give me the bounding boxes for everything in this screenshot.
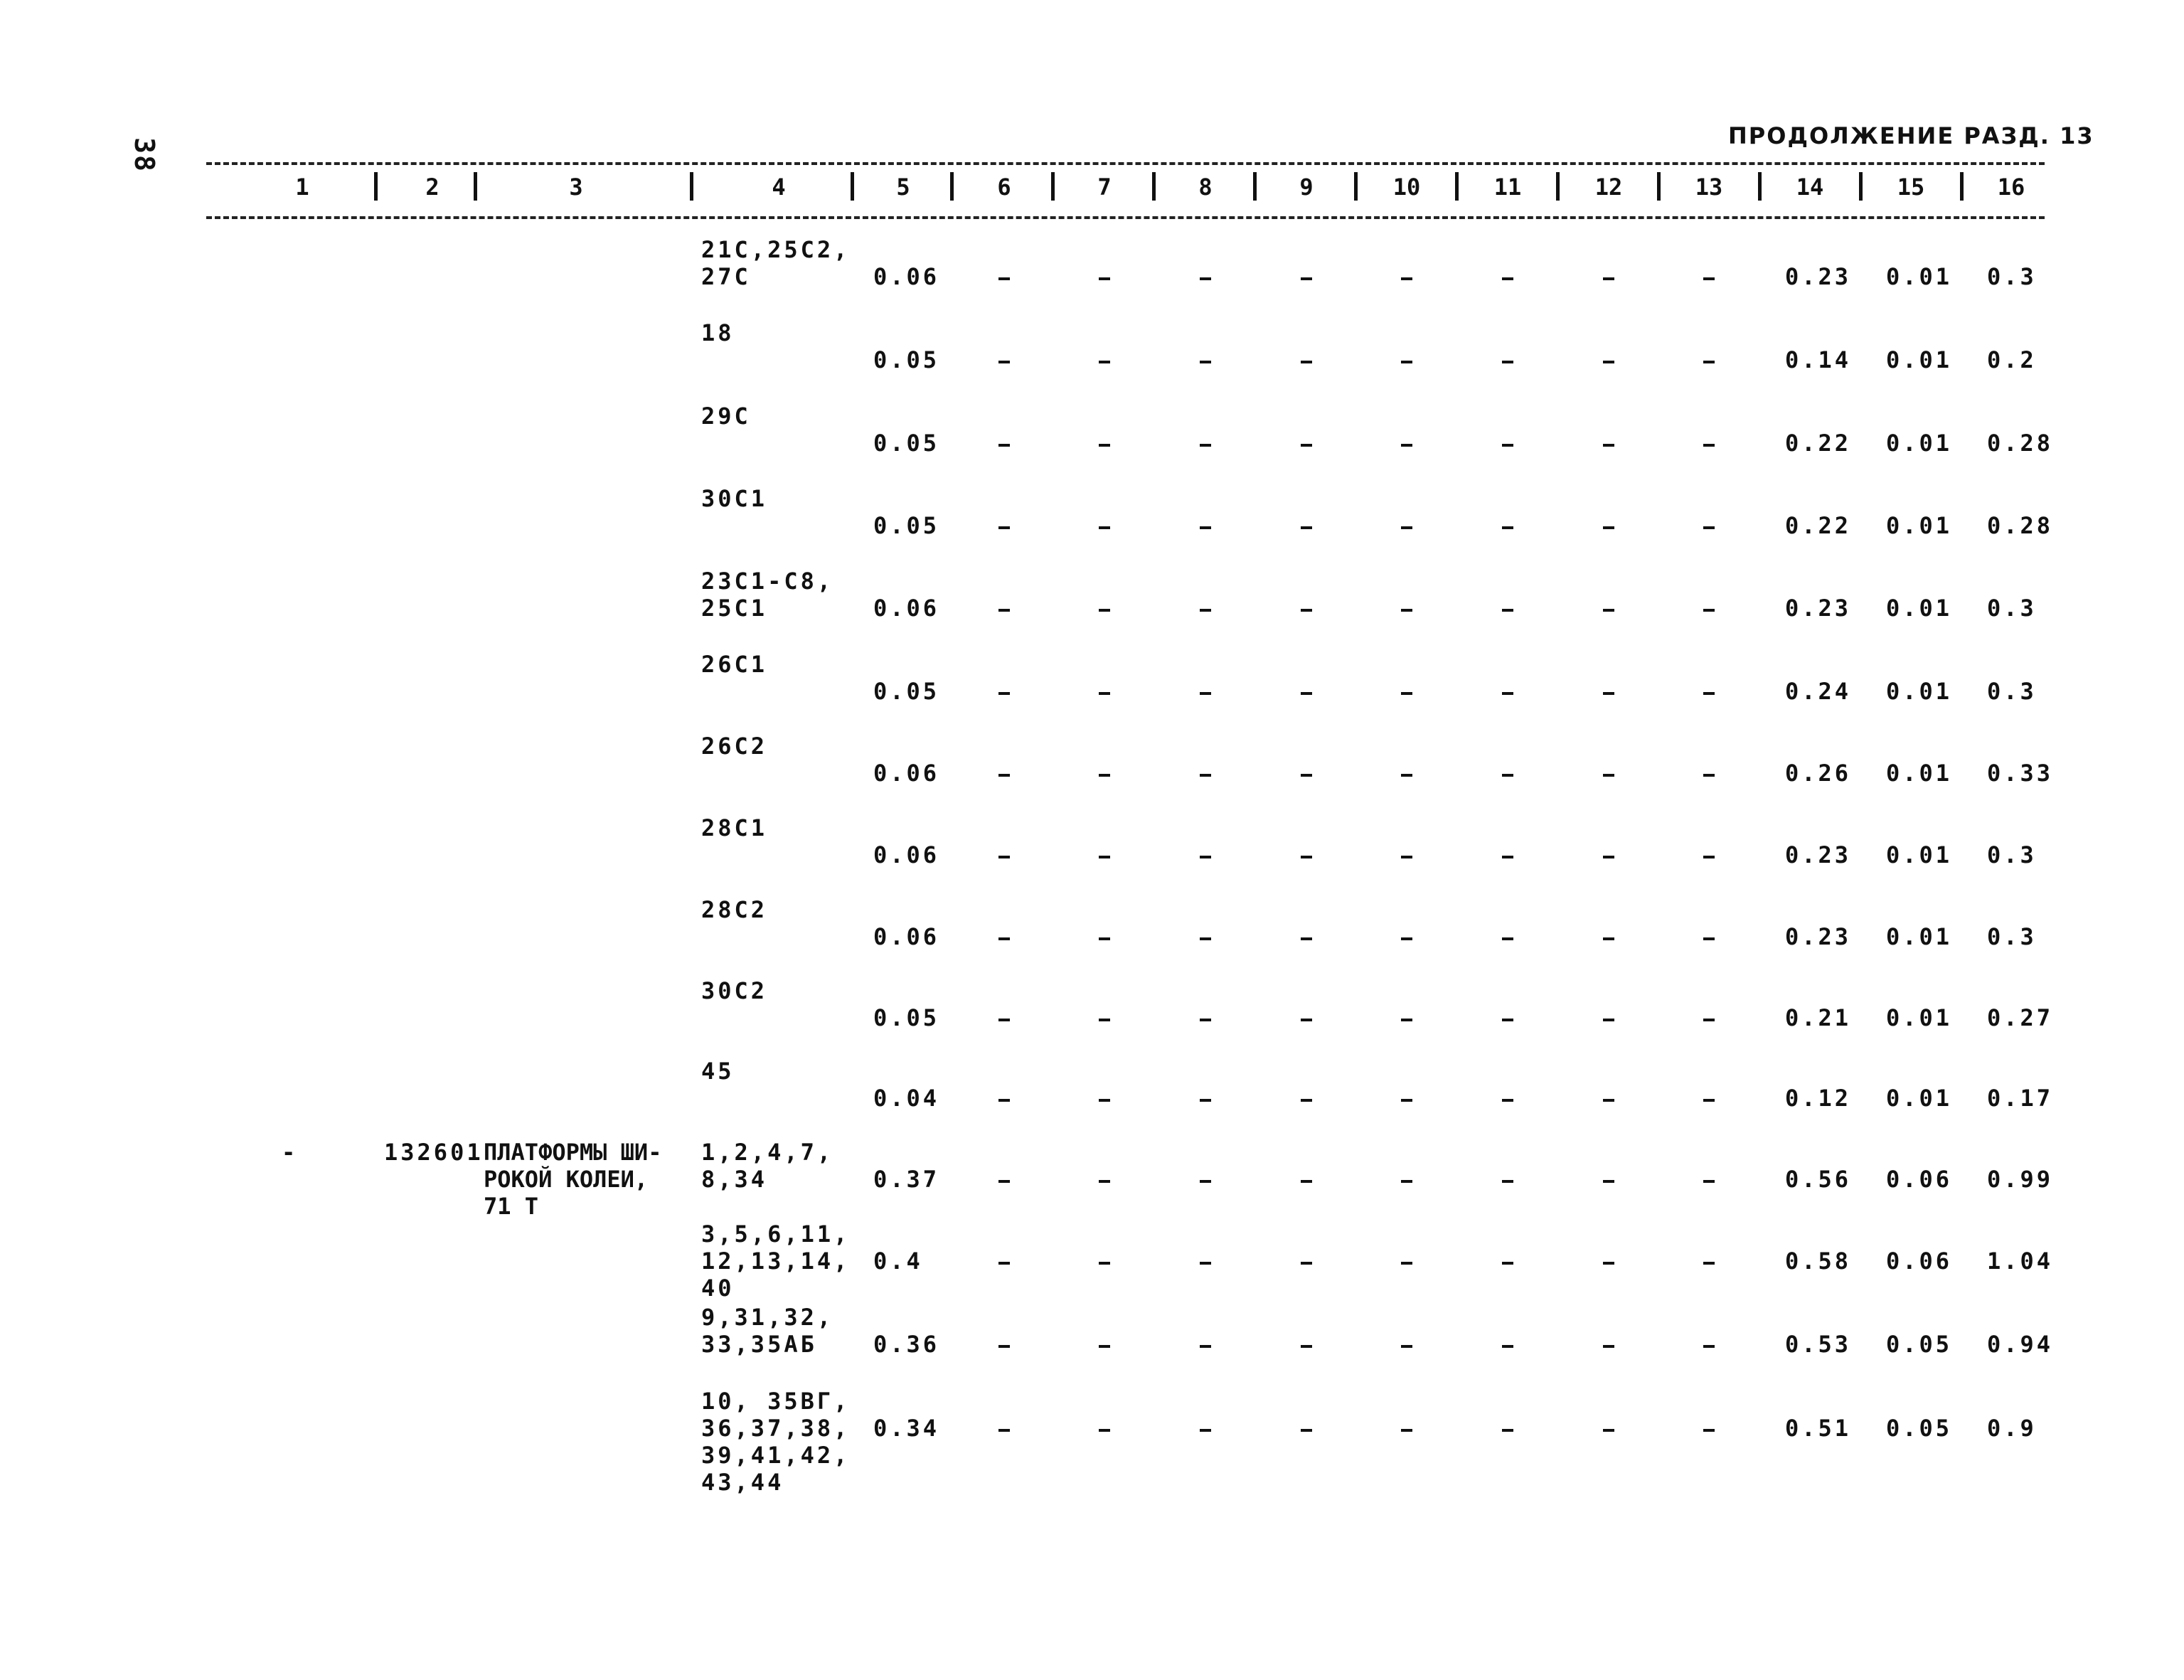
empty-cell-dash xyxy=(1502,1019,1513,1021)
empty-cell-dash xyxy=(1401,1262,1412,1265)
cell-col5: 0.37 xyxy=(873,1166,940,1193)
cell-col14: 0.23 xyxy=(1785,263,1852,290)
cell-col5: 0.05 xyxy=(873,430,940,457)
column-separator xyxy=(1960,172,1964,201)
column-separator xyxy=(1051,172,1055,201)
empty-cell-dash xyxy=(1502,1345,1513,1348)
cell-col14: 0.14 xyxy=(1785,346,1852,373)
empty-cell-dash xyxy=(1703,1019,1715,1021)
empty-cell-dash xyxy=(1502,774,1513,777)
cell-col4: 9,31,32, 33,35АБ xyxy=(701,1304,834,1358)
cell-col14: 0.51 xyxy=(1785,1415,1852,1442)
empty-cell-dash xyxy=(1502,856,1513,858)
column-header-6: 6 xyxy=(997,174,1011,201)
empty-cell-dash xyxy=(1502,526,1513,529)
empty-cell-dash xyxy=(1200,609,1211,612)
empty-cell-dash xyxy=(1301,1180,1312,1183)
cell-col15: 0.06 xyxy=(1886,1166,1953,1193)
cell-col16: 0.94 xyxy=(1987,1331,2054,1358)
column-separator xyxy=(1152,172,1156,201)
cell-col14: 0.22 xyxy=(1785,512,1852,539)
empty-cell-dash xyxy=(1099,1019,1110,1021)
empty-cell-dash xyxy=(1301,361,1312,363)
cell-col16: 0.28 xyxy=(1987,430,2054,457)
cell-col4: 30С2 xyxy=(701,977,768,1004)
empty-cell-dash xyxy=(1502,1429,1513,1432)
column-separator xyxy=(1859,172,1863,201)
empty-cell-dash xyxy=(1200,1262,1211,1265)
column-header-14: 14 xyxy=(1796,174,1824,201)
empty-cell-dash xyxy=(1200,277,1211,280)
cell-col5: 0.06 xyxy=(873,923,940,950)
cell-col4: 10, 35ВГ, 36,37,38, 39,41,42, 43,44 xyxy=(701,1388,851,1496)
cell-col5: 0.06 xyxy=(873,263,940,290)
cell-col14: 0.26 xyxy=(1785,760,1852,787)
empty-cell-dash xyxy=(1401,937,1412,940)
empty-cell-dash xyxy=(1301,1019,1312,1021)
empty-cell-dash xyxy=(998,1019,1010,1021)
cell-col4: 30С1 xyxy=(701,485,768,512)
empty-cell-dash xyxy=(1200,1429,1211,1432)
empty-cell-dash xyxy=(1603,774,1614,777)
empty-cell-dash xyxy=(1099,609,1110,612)
empty-cell-dash xyxy=(1401,1429,1412,1432)
empty-cell-dash xyxy=(1200,1099,1211,1102)
cell-col4: 29С xyxy=(701,403,751,430)
column-separator xyxy=(1354,172,1358,201)
column-header-15: 15 xyxy=(1897,174,1925,201)
empty-cell-dash xyxy=(1603,277,1614,280)
column-header-7: 7 xyxy=(1097,174,1112,201)
cell-col4: 1,2,4,7, 8,34 xyxy=(701,1139,834,1193)
empty-cell-dash xyxy=(1502,361,1513,363)
empty-cell-dash xyxy=(1603,444,1614,447)
empty-cell-dash xyxy=(1401,277,1412,280)
cell-col16: 0.3 xyxy=(1987,841,2037,868)
empty-cell-dash xyxy=(1703,774,1715,777)
empty-cell-dash xyxy=(1200,444,1211,447)
column-separator xyxy=(690,172,693,201)
cell-col15: 0.05 xyxy=(1886,1331,1953,1358)
cell-col16: 0.27 xyxy=(1987,1004,2054,1031)
empty-cell-dash xyxy=(1603,1262,1614,1265)
cell-col14: 0.23 xyxy=(1785,841,1852,868)
empty-cell-dash xyxy=(1603,1345,1614,1348)
column-header-9: 9 xyxy=(1299,174,1314,201)
column-header-2: 2 xyxy=(425,174,440,201)
empty-cell-dash xyxy=(1099,1099,1110,1102)
column-separator xyxy=(1253,172,1257,201)
cell-col16: 0.3 xyxy=(1987,678,2037,705)
cell-col15: 0.05 xyxy=(1886,1415,1953,1442)
cell-col14: 0.23 xyxy=(1785,923,1852,950)
cell-col16: 0.9 xyxy=(1987,1415,2037,1442)
empty-cell-dash xyxy=(1301,1262,1312,1265)
empty-cell-dash xyxy=(998,774,1010,777)
page-number: 38 xyxy=(128,137,160,173)
column-header-3: 3 xyxy=(569,174,583,201)
empty-cell-dash xyxy=(1301,1099,1312,1102)
empty-cell-dash xyxy=(1703,1180,1715,1183)
empty-cell-dash xyxy=(1099,692,1110,695)
empty-cell-dash xyxy=(1200,774,1211,777)
cell-col5: 0.34 xyxy=(873,1415,940,1442)
cell-col15: 0.01 xyxy=(1886,1004,1953,1031)
empty-cell-dash xyxy=(1401,856,1412,858)
cell-col14: 0.24 xyxy=(1785,678,1852,705)
cell-col4: 18 xyxy=(701,319,735,346)
empty-cell-dash xyxy=(1502,609,1513,612)
empty-cell-dash xyxy=(1099,1345,1110,1348)
empty-cell-dash xyxy=(1603,692,1614,695)
column-header-1: 1 xyxy=(295,174,309,201)
empty-cell-dash xyxy=(1703,609,1715,612)
empty-cell-dash xyxy=(1401,1180,1412,1183)
empty-cell-dash xyxy=(1099,277,1110,280)
empty-cell-dash xyxy=(1703,856,1715,858)
empty-cell-dash xyxy=(1603,937,1614,940)
empty-cell-dash xyxy=(1401,444,1412,447)
column-separator xyxy=(1455,172,1459,201)
cell-col16: 0.3 xyxy=(1987,263,2037,290)
empty-cell-dash xyxy=(1099,444,1110,447)
cell-col3: ПЛАТФОРМЫ ШИ- РОКОЙ КОЛЕИ, 71 Т xyxy=(484,1139,662,1220)
empty-cell-dash xyxy=(998,526,1010,529)
cell-col14: 0.23 xyxy=(1785,595,1852,622)
empty-cell-dash xyxy=(1703,1099,1715,1102)
empty-cell-dash xyxy=(1703,692,1715,695)
empty-cell-dash xyxy=(1502,937,1513,940)
cell-col16: 0.2 xyxy=(1987,346,2037,373)
empty-cell-dash xyxy=(1703,361,1715,363)
empty-cell-dash xyxy=(1200,361,1211,363)
cell-col15: 0.01 xyxy=(1886,923,1953,950)
column-separator xyxy=(374,172,378,201)
cell-col4: 26С2 xyxy=(701,733,768,760)
cell-col14: 0.56 xyxy=(1785,1166,1852,1193)
empty-cell-dash xyxy=(1301,277,1312,280)
empty-cell-dash xyxy=(1200,692,1211,695)
empty-cell-dash xyxy=(1200,1345,1211,1348)
cell-col16: 0.17 xyxy=(1987,1085,2054,1112)
empty-cell-dash xyxy=(1200,526,1211,529)
cell-col4: 45 xyxy=(701,1058,735,1085)
empty-cell-dash xyxy=(1301,1345,1312,1348)
empty-cell-dash xyxy=(998,1429,1010,1432)
column-separator xyxy=(950,172,954,201)
cell-col16: 0.3 xyxy=(1987,595,2037,622)
cell-col5: 0.06 xyxy=(873,841,940,868)
empty-cell-dash xyxy=(1502,692,1513,695)
empty-cell-dash xyxy=(1099,1429,1110,1432)
column-separator xyxy=(1758,172,1762,201)
empty-cell-dash xyxy=(1200,856,1211,858)
cell-col15: 0.01 xyxy=(1886,512,1953,539)
empty-cell-dash xyxy=(998,1262,1010,1265)
empty-cell-dash xyxy=(1703,937,1715,940)
empty-cell-dash xyxy=(1502,1099,1513,1102)
cell-col5: 0.05 xyxy=(873,512,940,539)
empty-cell-dash xyxy=(1301,937,1312,940)
empty-cell-dash xyxy=(1502,1262,1513,1265)
cell-col5: 0.06 xyxy=(873,595,940,622)
empty-cell-dash xyxy=(998,692,1010,695)
column-header-16: 16 xyxy=(1997,174,2025,201)
empty-cell-dash xyxy=(1401,609,1412,612)
empty-cell-dash xyxy=(1401,1099,1412,1102)
empty-cell-dash xyxy=(1401,774,1412,777)
cell-col4: 3,5,6,11, 12,13,14, 40 xyxy=(701,1221,851,1302)
cell-col5: 0.05 xyxy=(873,678,940,705)
empty-cell-dash xyxy=(998,1345,1010,1348)
empty-cell-dash xyxy=(998,277,1010,280)
cell-col16: 0.33 xyxy=(1987,760,2054,787)
empty-cell-dash xyxy=(1603,361,1614,363)
column-header-10: 10 xyxy=(1392,174,1421,201)
empty-cell-dash xyxy=(1502,444,1513,447)
column-header-11: 11 xyxy=(1493,174,1522,201)
empty-cell-dash xyxy=(998,856,1010,858)
empty-cell-dash xyxy=(998,361,1010,363)
empty-cell-dash xyxy=(1401,692,1412,695)
column-header-5: 5 xyxy=(896,174,910,201)
section-continuation-title: ПРОДОЛЖЕНИЕ РАЗД. 13 xyxy=(1728,122,2094,149)
cell-col5: 0.05 xyxy=(873,1004,940,1031)
cell-col15: 0.01 xyxy=(1886,430,1953,457)
empty-cell-dash xyxy=(1502,277,1513,280)
column-separator xyxy=(1556,172,1560,201)
empty-cell-dash xyxy=(1099,856,1110,858)
empty-cell-dash xyxy=(1099,774,1110,777)
empty-cell-dash xyxy=(1099,1180,1110,1183)
empty-cell-dash xyxy=(1301,1429,1312,1432)
empty-cell-dash xyxy=(1603,609,1614,612)
empty-cell-dash xyxy=(1703,444,1715,447)
cell-col4: 28С1 xyxy=(701,814,768,841)
cell-col4: 26С1 xyxy=(701,651,768,678)
empty-cell-dash xyxy=(998,1099,1010,1102)
column-header-4: 4 xyxy=(772,174,786,201)
empty-cell-dash xyxy=(1703,1262,1715,1265)
empty-cell-dash xyxy=(998,937,1010,940)
header-bottom-rule xyxy=(206,216,2045,219)
column-header-13: 13 xyxy=(1695,174,1723,201)
column-separator xyxy=(474,172,477,201)
cell-col15: 0.01 xyxy=(1886,595,1953,622)
empty-cell-dash xyxy=(1703,1345,1715,1348)
empty-cell-dash xyxy=(1301,856,1312,858)
cell-col14: 0.22 xyxy=(1785,430,1852,457)
cell-col4: 23С1-С8, 25С1 xyxy=(701,568,834,622)
cell-col5: 0.05 xyxy=(873,346,940,373)
empty-cell-dash xyxy=(1603,1099,1614,1102)
empty-cell-dash xyxy=(1603,1019,1614,1021)
empty-cell-dash xyxy=(1401,1019,1412,1021)
empty-cell-dash xyxy=(1703,1429,1715,1432)
cell-col16: 1.04 xyxy=(1987,1248,2054,1275)
cell-col15: 0.01 xyxy=(1886,346,1953,373)
cell-col16: 0.28 xyxy=(1987,512,2054,539)
empty-cell-dash xyxy=(1401,526,1412,529)
cell-col14: 0.58 xyxy=(1785,1248,1852,1275)
cell-col5: 0.4 xyxy=(873,1248,923,1275)
column-header-12: 12 xyxy=(1594,174,1623,201)
cell-col16: 0.3 xyxy=(1987,923,2037,950)
cell-col14: 0.12 xyxy=(1785,1085,1852,1112)
empty-cell-dash xyxy=(1099,361,1110,363)
empty-cell-dash xyxy=(1703,277,1715,280)
empty-cell-dash xyxy=(1200,937,1211,940)
cell-col15: 0.06 xyxy=(1886,1248,1953,1275)
empty-cell-dash xyxy=(1301,526,1312,529)
empty-cell-dash xyxy=(1099,937,1110,940)
cell-col15: 0.01 xyxy=(1886,263,1953,290)
header-top-rule xyxy=(206,162,2045,165)
column-separator xyxy=(851,172,854,201)
cell-col5: 0.04 xyxy=(873,1085,940,1112)
cell-col16: 0.99 xyxy=(1987,1166,2054,1193)
cell-col1: - xyxy=(282,1139,296,1166)
empty-cell-dash xyxy=(1301,692,1312,695)
empty-cell-dash xyxy=(1401,1345,1412,1348)
empty-cell-dash xyxy=(1301,444,1312,447)
cell-col5: 0.36 xyxy=(873,1331,940,1358)
empty-cell-dash xyxy=(1603,1180,1614,1183)
empty-cell-dash xyxy=(1099,526,1110,529)
cell-col14: 0.21 xyxy=(1785,1004,1852,1031)
empty-cell-dash xyxy=(1301,609,1312,612)
empty-cell-dash xyxy=(1603,1429,1614,1432)
empty-cell-dash xyxy=(1401,361,1412,363)
empty-cell-dash xyxy=(1502,1180,1513,1183)
empty-cell-dash xyxy=(998,444,1010,447)
empty-cell-dash xyxy=(1703,526,1715,529)
empty-cell-dash xyxy=(1099,1262,1110,1265)
column-header-8: 8 xyxy=(1198,174,1213,201)
cell-col4: 28С2 xyxy=(701,896,768,923)
cell-col15: 0.01 xyxy=(1886,1085,1953,1112)
empty-cell-dash xyxy=(1603,526,1614,529)
cell-col15: 0.01 xyxy=(1886,841,1953,868)
cell-col5: 0.06 xyxy=(873,760,940,787)
cell-col2: 132601 xyxy=(384,1139,484,1166)
column-separator xyxy=(1657,172,1661,201)
cell-col15: 0.01 xyxy=(1886,760,1953,787)
cell-col4: 21С,25С2, 27С xyxy=(701,236,851,290)
cell-col15: 0.01 xyxy=(1886,678,1953,705)
empty-cell-dash xyxy=(1200,1180,1211,1183)
empty-cell-dash xyxy=(1603,856,1614,858)
empty-cell-dash xyxy=(998,609,1010,612)
empty-cell-dash xyxy=(1200,1019,1211,1021)
empty-cell-dash xyxy=(998,1180,1010,1183)
cell-col14: 0.53 xyxy=(1785,1331,1852,1358)
empty-cell-dash xyxy=(1301,774,1312,777)
